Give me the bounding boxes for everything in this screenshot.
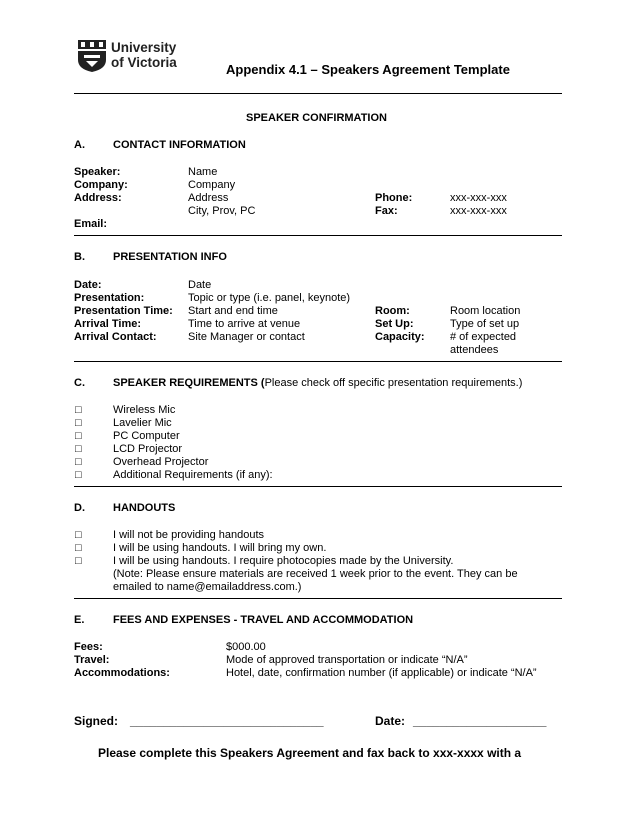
subtitle: SPEAKER CONFIRMATION bbox=[246, 112, 387, 124]
speaker-label: Speaker: bbox=[74, 166, 121, 178]
arrival-time-label: Arrival Time: bbox=[74, 318, 142, 330]
checkbox-photocopies[interactable]: □ bbox=[75, 555, 82, 567]
fees-value: $000.00 bbox=[226, 641, 266, 653]
phone-value: xxx-xxx-xxx bbox=[450, 192, 507, 204]
section-e-title: FEES AND EXPENSES - TRAVEL AND ACCOMMODATION bbox=[113, 614, 414, 626]
signature-field[interactable]: _____________________________ bbox=[130, 714, 324, 728]
accommodations-label: Accommodations: bbox=[74, 667, 170, 679]
date-sign-label: Date: bbox=[375, 714, 406, 728]
crest-icon bbox=[76, 38, 108, 72]
section-b-divider bbox=[74, 361, 562, 362]
fax-label: Fax: bbox=[375, 205, 398, 217]
date-value: Date bbox=[188, 279, 212, 291]
setup-value: Type of set up bbox=[450, 318, 520, 330]
section-c-letter: C. bbox=[74, 377, 85, 389]
checkbox-overhead-projector[interactable]: □ bbox=[75, 456, 82, 468]
capacity-value: # of expected bbox=[450, 331, 517, 343]
fax-value: xxx-xxx-xxx bbox=[450, 205, 507, 217]
accommodations-value: Hotel, date, confirmation number (if applicable) or indicate “N/A” bbox=[226, 667, 537, 679]
section-b-letter: B. bbox=[74, 251, 85, 263]
checkbox-bring-own-handouts[interactable]: □ bbox=[75, 542, 82, 554]
setup-label: Set Up: bbox=[375, 318, 414, 330]
address-value: Address bbox=[188, 192, 229, 204]
title-divider bbox=[74, 93, 562, 94]
presentation-value: Topic or type (i.e. panel, keynote) bbox=[188, 292, 351, 304]
section-a-title: CONTACT INFORMATION bbox=[113, 139, 246, 151]
signed-label: Signed: bbox=[74, 714, 118, 728]
checkbox-additional-requirements[interactable]: □ bbox=[75, 469, 82, 481]
room-value: Room location bbox=[450, 305, 521, 317]
capacity-label: Capacity: bbox=[375, 331, 425, 343]
document-title: Appendix 4.1 – Speakers Agreement Template bbox=[226, 62, 510, 77]
email-label: Email: bbox=[74, 218, 108, 230]
company-label: Company: bbox=[74, 179, 128, 191]
handout-option: I will be using handouts. I will bring my own. bbox=[113, 542, 327, 554]
section-d-divider bbox=[74, 598, 562, 599]
phone-label: Phone: bbox=[375, 192, 413, 204]
travel-value: Mode of approved transportation or indicate “N/A” bbox=[226, 654, 468, 666]
requirement-label: Wireless Mic bbox=[113, 404, 176, 416]
section-a-letter: A. bbox=[74, 139, 85, 151]
checkbox-lcd-projector[interactable]: □ bbox=[75, 443, 82, 455]
address-label: Address: bbox=[74, 192, 122, 204]
presentation-time-value: Start and end time bbox=[188, 305, 278, 317]
checkbox-pc-computer[interactable]: □ bbox=[75, 430, 82, 442]
section-a-divider bbox=[74, 235, 562, 236]
section-c-heading bbox=[113, 377, 522, 390]
requirement-label: Overhead Projector bbox=[113, 456, 209, 468]
logo-line2: of Victoria bbox=[111, 55, 177, 70]
section-c-title: SPEAKER REQUIREMENTS ( bbox=[113, 377, 265, 389]
arrival-time-value: Time to arrive at venue bbox=[188, 318, 301, 330]
speaker-value: Name bbox=[188, 166, 218, 178]
footer-instruction: Please complete this Speakers Agreement and fax back to xxx-xxxx with a bbox=[98, 746, 522, 760]
requirement-label: LCD Projector bbox=[113, 443, 183, 455]
capacity-value-line2: attendees bbox=[450, 344, 499, 356]
arrival-contact-label: Arrival Contact: bbox=[74, 331, 157, 343]
date-label: Date: bbox=[74, 279, 102, 291]
handout-option: I will be using handouts. I require photocopies made by the University. bbox=[113, 555, 454, 567]
section-e-letter: E. bbox=[74, 614, 85, 626]
presentation-time-label: Presentation Time: bbox=[74, 305, 173, 317]
section-d-title: HANDOUTS bbox=[113, 502, 176, 514]
checkbox-no-handouts[interactable]: □ bbox=[75, 529, 82, 541]
section-b-title: PRESENTATION INFO bbox=[113, 251, 227, 263]
logo-line1: University bbox=[111, 40, 177, 55]
checkbox-wireless-mic[interactable]: □ bbox=[75, 404, 82, 416]
section-d-letter: D. bbox=[74, 502, 85, 514]
handout-option: I will not be providing handouts bbox=[113, 529, 265, 541]
university-logo bbox=[76, 38, 176, 74]
section-c-note: Please check off specific presentation requirements.) bbox=[264, 377, 523, 389]
requirement-label: Additional Requirements (if any): bbox=[113, 469, 273, 481]
travel-label: Travel: bbox=[74, 654, 110, 666]
arrival-contact-value: Site Manager or contact bbox=[188, 331, 305, 343]
handout-note-line2: emailed to name@emailaddress.com.) bbox=[113, 581, 302, 593]
section-c-divider bbox=[74, 486, 562, 487]
checkbox-lavelier-mic[interactable]: □ bbox=[75, 417, 82, 429]
fees-label: Fees: bbox=[74, 641, 103, 653]
address-value-line2: City, Prov, PC bbox=[188, 205, 256, 217]
requirement-label: PC Computer bbox=[113, 430, 180, 442]
handout-note: (Note: Please ensure materials are received 1 week prior to the event. They can be bbox=[113, 568, 518, 580]
requirement-label: Lavelier Mic bbox=[113, 417, 172, 429]
date-sign-field[interactable]: ____________________ bbox=[413, 714, 547, 728]
room-label: Room: bbox=[375, 305, 410, 317]
presentation-label: Presentation: bbox=[74, 292, 145, 304]
company-value: Company bbox=[188, 179, 236, 191]
